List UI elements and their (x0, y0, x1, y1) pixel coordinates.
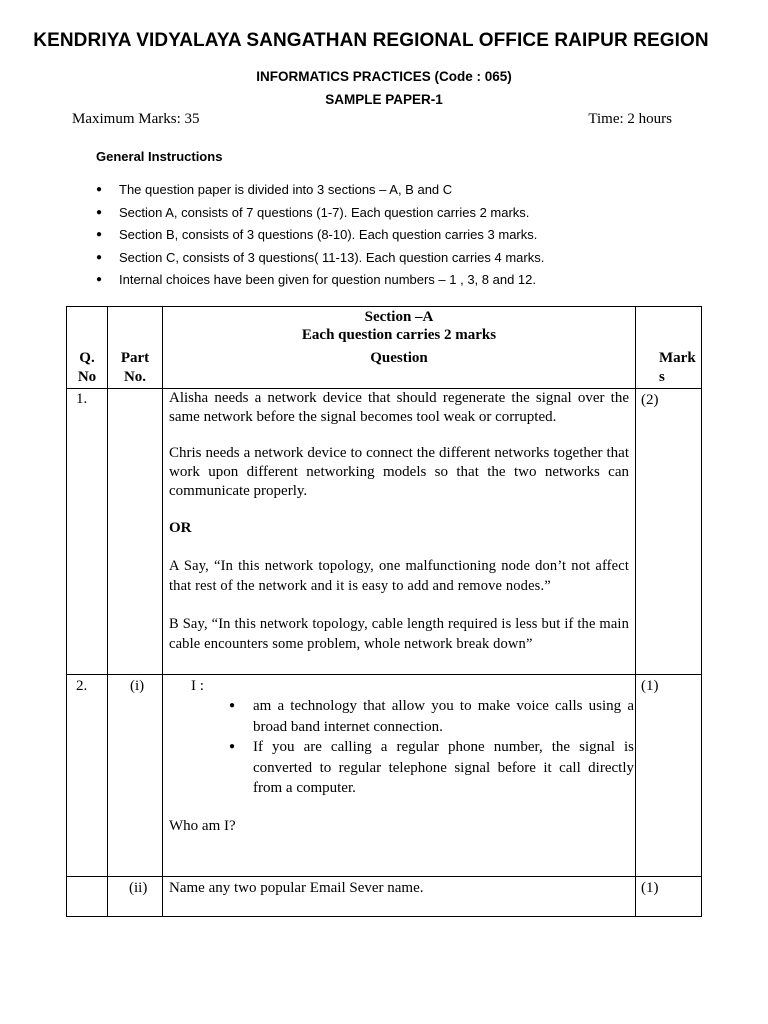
question-2-bullet: ● If you are calling a regular phone number, the signal is converted to regular telephone signal before it call directly from a computer. (229, 739, 634, 796)
question-header: Question (370, 350, 428, 366)
time-allowed: Time: 2 hours (588, 111, 672, 127)
instruction-item: ● Section A, consists of 7 questions (1-7). Each question carries 2 marks. (96, 204, 544, 227)
part-no-header: Part No. (120, 350, 150, 385)
row-divider (67, 876, 701, 877)
question-2-part-ii: (ii) (129, 880, 148, 896)
question-2-intro: I : (191, 678, 204, 694)
question-1-para-3: A Say, “In this network topology, one malfunctioning node don’t not affect that rest of the network and it is easy to add and remove nodes.” (169, 558, 629, 594)
question-1-or: OR (169, 520, 192, 536)
column-divider (162, 307, 163, 916)
question-2-part-i: (i) (130, 678, 145, 694)
question-1-para-1: Alisha needs a network device that should regenerate the signal over the same network before the signal becomes tool weak or corrupted. (169, 390, 629, 425)
marks-header: Mark s (659, 350, 696, 385)
question-1-marks: (2) (641, 392, 659, 408)
section-subtitle: Each question carries 2 marks (301, 327, 497, 343)
question-2-number: 2. (76, 678, 88, 694)
paper-title: SAMPLE PAPER-1 (325, 92, 443, 107)
instructions-list (96, 181, 544, 294)
general-instructions-heading: General Instructions (96, 149, 223, 164)
maximum-marks: Maximum Marks: 35 (72, 111, 200, 127)
question-2-part-ii-text: Name any two popular Email Sever name. (169, 880, 424, 896)
question-2-part-ii-marks: (1) (641, 880, 659, 896)
question-1-para-4: B Say, “In this network topology, cable length required is less but if the main cable encounters some problem, whole network break down” (169, 616, 629, 652)
column-divider (635, 307, 636, 916)
bullet-icon: ● (229, 700, 236, 711)
question-2-who-am-i: Who am I? (169, 818, 236, 834)
bullet-icon: ● (229, 741, 236, 752)
question-1-number: 1. (76, 391, 88, 407)
question-table (66, 306, 702, 917)
column-divider (107, 307, 108, 916)
question-1-para-2: Chris needs a network device to connect the different networks together that work upon different networking models so that the two networks can communicate properly. (169, 445, 629, 499)
row-divider (67, 674, 701, 675)
instruction-item: ● Section B, consists of 3 questions (8-10). Each question carries 3 marks. (96, 226, 544, 249)
instruction-item: ● Internal choices have been given for question numbers – 1 , 3, 8 and 12. (96, 271, 544, 294)
question-2-bullet: ● am a technology that allow you to make voice calls using a broad band internet connection. (229, 698, 634, 735)
question-2-part-i-marks: (1) (641, 678, 659, 694)
instruction-item: ● The question paper is divided into 3 sections – A, B and C (96, 181, 544, 204)
subject-title: INFORMATICS PRACTICES (Code : 065) (256, 69, 512, 84)
section-title: Section –A (364, 309, 434, 325)
instruction-item: ● Section C, consists of 3 questions( 11-13). Each question carries 4 marks. (96, 249, 544, 272)
qno-header: Q. No (77, 350, 97, 385)
organization-title: KENDRIYA VIDYALAYA SANGATHAN REGIONAL OFFICE RAIPUR REGION (33, 30, 709, 51)
